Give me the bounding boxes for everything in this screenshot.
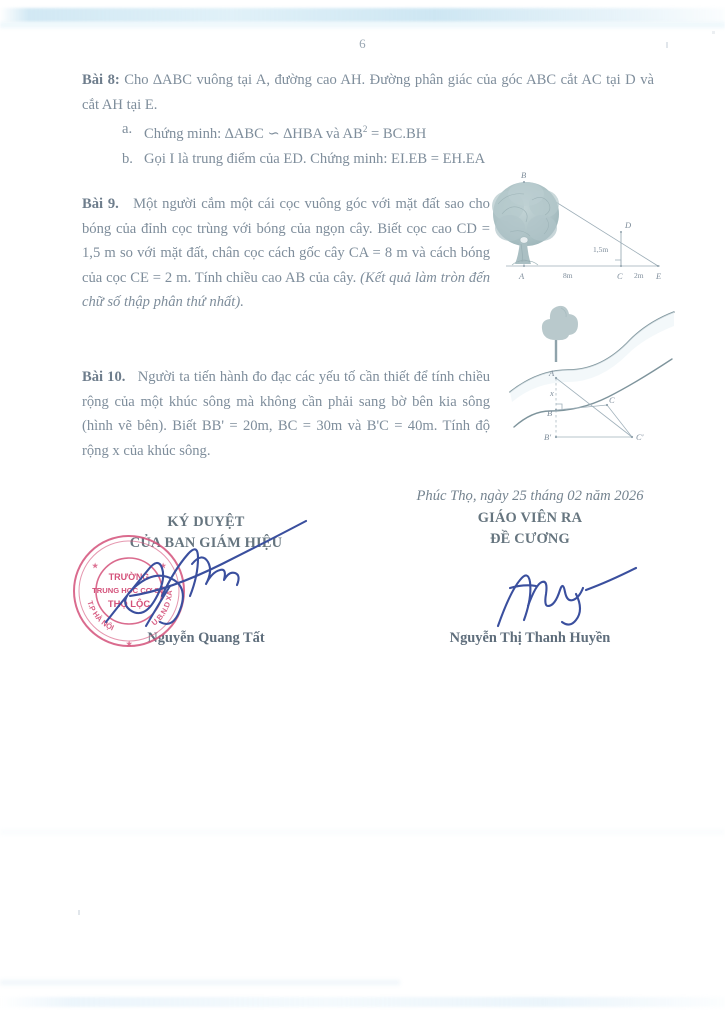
bai10-body: Người ta tiến hành đo đạc các yếu tố cần thiết để tính chiều rộng của một khúc sông mà không cần phải sang bờ bên kia sông (hình vẽ bên). Biết BB' = 20m, BC = 30m và B'C = 40m. Tính độ rộng x của khúc sông.: [82, 369, 491, 459]
bai8-subitem-a-text-after: = BC.BH: [367, 126, 427, 143]
author-signature-block: [380, 488, 680, 646]
stamp-outer-left-text: U.B.N.D XÃ: [149, 590, 175, 628]
river-label-B: B: [547, 408, 553, 418]
exercise-bai-9: [82, 192, 490, 315]
river-label-x: x: [550, 388, 554, 398]
scan-artifact-smudge: [0, 830, 725, 834]
bai8-subitem-b: [122, 147, 654, 172]
scan-artifact-bottom-band: [0, 997, 725, 1007]
tree-label-C: C: [617, 271, 623, 281]
tree-label-D: D: [625, 220, 632, 230]
approval-heading-line-2: CỦA BAN GIÁM HIỆU: [129, 535, 283, 551]
bai8-subitems: [122, 117, 654, 171]
tree-label-B: B: [521, 170, 527, 180]
stamp-inner-line-2: TRUNG HỌC CƠ SỞ: [92, 586, 166, 595]
river-label-C-prime: C': [636, 432, 644, 442]
page-number: 6: [359, 36, 366, 51]
bai8-label: Bài 8:: [82, 72, 120, 88]
author-heading-line-2: ĐỀ CƯƠNG: [490, 531, 570, 547]
stamp-inner-line-3: THỌ LỘC: [107, 598, 151, 609]
stamp-inner-line-1: TRƯỜNG: [108, 572, 150, 582]
tree-label-A: A: [519, 271, 525, 281]
author-signer-name: Nguyễn Thị Thanh Huyền: [449, 630, 611, 646]
bai8-subitem-b-marker: b.: [122, 150, 133, 167]
scan-artifact-top-band-2: [0, 22, 725, 28]
bai8-subitem-a-marker: a.: [122, 121, 133, 138]
bai9-body: Một người cắm một cái cọc vuông góc với mặt đất sao cho bóng của đỉnh cọc trùng với bóng của ngọn cây. Biết cọc cao CD = 1,5 m so với mặt đất, chân cọc cách gốc cây CA = 8 m và cách bóng của cọc CE = 2 m. Tính chiều cao AB của cây.: [82, 196, 490, 286]
bai9-label: Bài 9.: [82, 196, 119, 212]
svg-text:★: ★: [92, 563, 99, 570]
tree-shadow-diagram: [488, 170, 668, 295]
bai8-subitem-a-superscript: 2: [362, 124, 368, 135]
tree-label-1-5m: 1,5m: [593, 245, 609, 254]
river-label-B-prime: B': [544, 432, 552, 442]
handwritten-signature-right: [490, 560, 650, 630]
bai8-subitem-b-text: Gọi I là trung điểm của ED. Chứng minh: EI.EB = EH.EA: [144, 150, 486, 167]
bai9-italic-note: (Kết quả làm tròn đến chữ số thập phân thứ nhất).: [82, 269, 490, 311]
approval-heading-line-1: KÝ DUYỆT: [167, 514, 245, 530]
scan-artifact-smudge: [0, 980, 400, 985]
bai8-paragraph: [82, 68, 654, 117]
official-red-stamp: [66, 528, 192, 654]
author-heading-line-1: GIÁO VIÊN RA: [477, 510, 583, 526]
approval-signer-name: Nguyễn Quang Tất: [147, 630, 265, 646]
exercise-bai-8: [82, 68, 654, 171]
bai8-subitem-a: [122, 117, 654, 146]
scan-artifact-top-band: [0, 8, 725, 22]
bai8-subitem-a-text-before: Chứng minh: ∆ABC ∽ ∆HBA và AB: [144, 126, 363, 143]
stamp-outer-right-text: T.P HÀ NỘI: [85, 599, 116, 633]
exercise-bai-10: [82, 365, 490, 463]
river-label-A: A: [549, 368, 555, 378]
river-width-diagram: [508, 300, 678, 455]
scan-speck: [712, 31, 715, 34]
svg-text:★: ★: [160, 563, 167, 570]
bai10-label: Bài 10.: [82, 369, 126, 385]
tree-label-E: E: [656, 271, 662, 281]
scan-speck: [78, 910, 80, 915]
tree-label-base-8m: 8m: [563, 271, 573, 280]
svg-text:★: ★: [126, 641, 133, 648]
bai8-body: Cho ∆ABC vuông tại A, đường cao AH. Đường phân giác của góc ABC cắt AC tại D và cắt AH tại E.: [82, 72, 654, 113]
document-date: Phúc Thọ, ngày 25 tháng 02 năm 2026: [416, 488, 644, 504]
bai8-subitem-a-text: [144, 117, 426, 146]
tree-label-2m: 2m: [634, 271, 644, 280]
river-label-C: C: [609, 395, 615, 405]
